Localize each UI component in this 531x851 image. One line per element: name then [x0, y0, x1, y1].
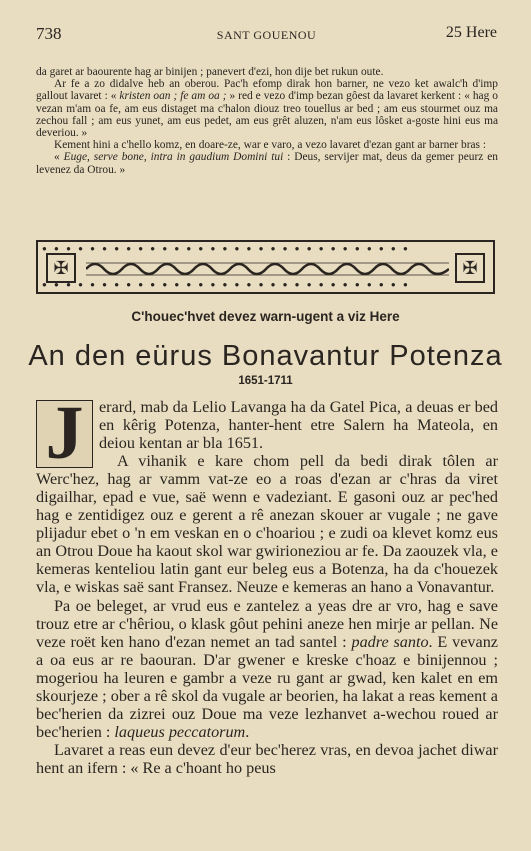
drop-cap — [36, 391, 93, 475]
drop-cap-letter: J — [45, 391, 84, 475]
text-run: Pa oe beleget, ar vrud eus e zantelez a yeas dre ar vro, hag e save trouz etre ar c'hêriou, o klask gôut pehini aneze hen mirje ar pellan. Ne veze roët ken hano d'ezan nemet an tad santel : — [36, 596, 498, 651]
section-title: C'houec'hvet devez warn-ugent a viz Here — [131, 309, 400, 324]
chapter-title: An den eürus Bonavantur Potenza — [28, 340, 503, 372]
latin-quote: laqueus peccatorum — [114, 722, 246, 741]
running-header — [36, 24, 497, 46]
body-paragraph — [36, 597, 498, 741]
text-run: Ar fe a zo didalve heb an oberou. Pac'h efomp dirak hon barner, ne vezo ket awalc'h d'imp gallout lavaret : « — [36, 78, 498, 103]
intro-text — [36, 66, 498, 176]
text-run: . — [245, 722, 250, 741]
body-paragraph: A vihanik e kare chom pell da bedi dirak tôlen ar Werc'hez, hag ar vamm vat-ze eo a roas d'ezan ar c'hras da viret digailhar, epad e vue, saë wenn e vadeziant. E gasoni ouz ar pec'hed hag e zentidigez ouz e gerent a rê anezan skouer ar vugale ; ne gave plijadur ebet o 'n em veskan en o c'hoariou ; e zudi oa klevet komz eus an Otrou Doue ha kaout skol war gwirioneziou ar fe. Da zaouzek vla, e kemeras kenteliou latin gant eur beleg eus a Botenza, ha da c'houezek vla, e wiskas saë sant Fransez. Neuze e kemeras an hano a Vonavantur. — [36, 452, 498, 597]
life-dates: 1651-1711 — [238, 375, 293, 387]
text-run: » red e vezo d'imp bezan gôest da lavaret kerkent : « hag o vezan m'am oa fe, am eus distaget ma c'halon diouz treo touellus ar bed ; am eus stourmet ouz ma zechou fall ; am eus yunet, am eus pedet, am eus grêt aluzen, n'am eus lôsket a-goste hini eus ma deveriou. » — [36, 90, 498, 140]
text-run: : Deus, servijer mat, deus da gemer peurz en levenez da Otrou. » — [36, 151, 498, 176]
scroll-ornament-icon — [86, 259, 449, 279]
intro-paragraph: da garet ar baourente hag ar binijen ; panevert d'ezi, hon dije bet rukun oute. — [36, 66, 384, 78]
corner-ornament-icon: ✠ — [455, 253, 485, 283]
dot-row-bottom: ● ● ● ● ● ● ● ● ● ● ● ● ● ● ● ● ● ● ● ● ● ● ● ● ● ● ● ● ● ● ● — [42, 281, 411, 289]
latin-quote: Euge, serve bone, intra in gaudium Domini tui — [63, 151, 284, 164]
header-date: 25 Here — [445, 24, 497, 41]
ornamental-border — [36, 240, 495, 294]
intro-paragraph: Kement hini a c'hello komz, en doare-ze, war e varo, a vezo lavaret d'ezan gant ar barner bras : — [54, 139, 486, 152]
italic-run: padre santo — [351, 632, 429, 651]
page-number: 738 — [36, 24, 62, 43]
dot-row-top: ● ● ● ● ● ● ● ● ● ● ● ● ● ● ● ● ● ● ● ● ● ● ● ● ● ● ● ● ● ● ● — [42, 245, 411, 253]
corner-ornament-icon: ✠ — [46, 253, 76, 283]
intro-paragraph — [36, 78, 498, 139]
running-title: SANT GOUENOU — [216, 28, 317, 42]
body-text — [36, 391, 498, 777]
text-run: « — [54, 151, 64, 164]
intro-paragraph — [36, 151, 498, 175]
text-run: . E vevanz a oa eus ar re baouran. D'ar gwener e kreske c'hoaz e binijennou ; mogeriou ha leuren e gambr a veze ru gant ar gwad, ken kalet en em skourjeze ; ober a rê skol da vugale ar beorien, ha lakat a reas kement a bec'herien da zizrei ouz Doue ma veze lezhanvet a-wechou roued ar bec'herien : — [36, 632, 498, 741]
body-paragraph: Lavaret a reas eun devez d'eur bec'herez vras, en devoa jachet diwar hent an ifern : « Re a c'hoant ho peus — [36, 740, 498, 777]
italic-run: kristen oan ; fe am oa ; — [119, 90, 227, 103]
body-paragraph: erard, mab da Lelio Lavanga ha da Gatel Pica, a deuas er bed en kêrig Potenza, hanter-hent etre Salern ha Mateola, en deiou kentan ar bla 1651. — [99, 398, 498, 453]
